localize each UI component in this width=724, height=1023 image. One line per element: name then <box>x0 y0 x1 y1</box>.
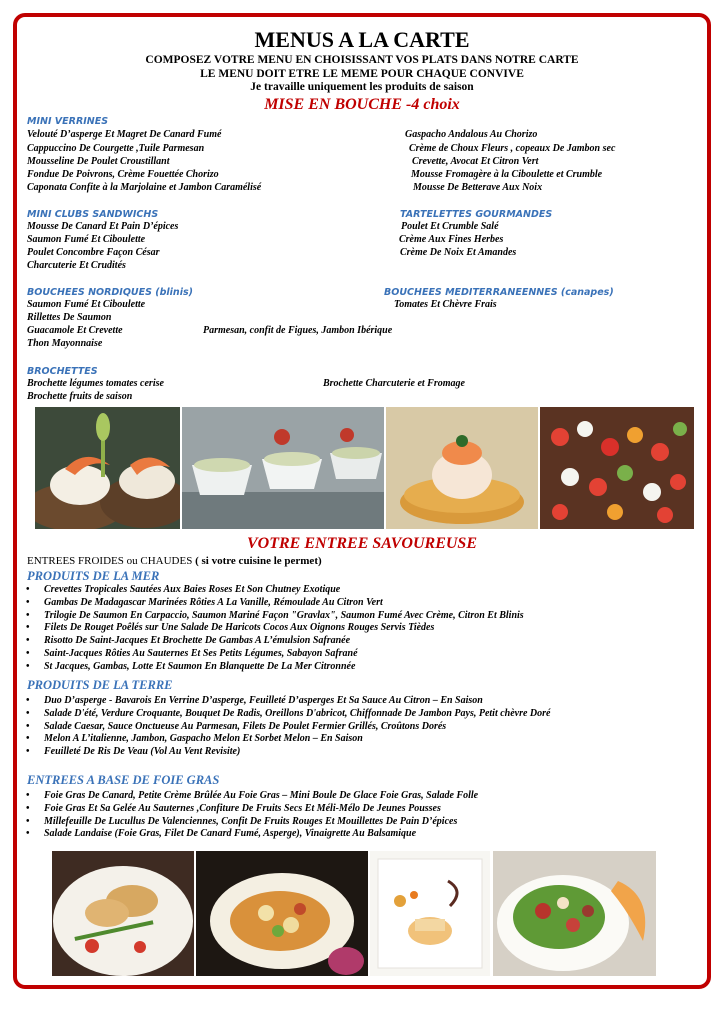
entree-intro <box>27 555 322 567</box>
verrines-title: MINI VERRINES <box>27 116 109 127</box>
clubs-title: MINI CLUBS SANDWICHS <box>27 209 159 220</box>
subtitle-line-1: COMPOSEZ VOTRE MENU EN CHOISISSANT VOS PLATS DANS NOTRE CARTE <box>145 54 579 66</box>
verrine-item: Fondue De Poivrons, Crème Fouettée Chorizo <box>27 169 219 180</box>
list-item: • Foie Gras Et Sa Gelée Au Sauternes ,Confiture De Fruits Secs Et Méli-Mélo De Jeunes Pousses <box>22 803 702 816</box>
foie-list <box>22 790 702 841</box>
entree-intro-main: ENTREES FROIDES ou CHAUDES <box>27 555 193 567</box>
foie-gras-plate-photo <box>370 851 490 976</box>
mise-en-bouche-heading: MISE EN BOUCHE -4 choix <box>264 96 460 113</box>
mer-list <box>22 584 702 674</box>
salmon-blini-photo <box>386 407 538 529</box>
list-item: • Millefeuille De Lucullus De Valenciennes, Confit De Fruits Rouges Et Mouillettes De Pain D’épices <box>22 816 702 829</box>
list-item: • Saint-Jacques Rôties Au Sauternes Et Ses Petits Légumes, Sabayon Safrané <box>22 648 702 661</box>
tartelette-item: Poulet Et Crumble Salé <box>401 221 499 232</box>
terre-title: PRODUITS DE LA TERRE <box>27 678 173 692</box>
nordique-item: Guacamole Et Crevette <box>27 325 123 336</box>
entree-intro-note: ( si votre cuisine le permet) <box>195 555 322 567</box>
tartelettes-title: TARTELETTES GOURMANDES <box>400 209 553 220</box>
entree-heading: VOTRE ENTREE SAVOUREUSE <box>247 535 477 552</box>
landaise-salad-photo <box>493 851 656 976</box>
list-item: • Gambas De Madagascar Marinées Rôties A La Vanille, Rémoulade Au Citron Vert <box>22 597 702 610</box>
verrine-item: Crevette, Avocat Et Citron Vert <box>412 156 539 167</box>
verrine-item: Mousseline De Poulet Croustillant <box>27 156 170 167</box>
mediterraneennes-title: BOUCHEES MEDITERRANEENNES (canapes) <box>384 287 614 298</box>
verrine-item: Gaspacho Andalous Au Chorizo <box>405 129 538 140</box>
nordique-item: Rillettes De Saumon <box>27 312 112 323</box>
list-item: • Salade Landaise (Foie Gras, Filet De Canard Fumé, Asperge), Vinaigrette Au Balsamique <box>22 828 702 841</box>
mediterraneenne-item: Tomates Et Chèvre Frais <box>394 299 497 310</box>
list-item: • Risotto De Saint-Jacques Et Brochette De Gambas A L’émulsion Safranée <box>22 635 702 648</box>
tartelette-item: Crème Aux Fines Herbes <box>399 234 504 245</box>
brochette-item: Brochette légumes tomates cerise <box>27 378 164 389</box>
list-item: • Melon A L’italienne, Jambon, Gaspacho Melon Et Sorbet Melon – En Saison <box>22 733 702 746</box>
list-item: • Feuilleté De Ris De Veau (Vol Au Vent Revisite) <box>22 746 702 759</box>
list-item: • Salade D'été, Verdure Croquante, Bouquet De Radis, Oreillons D'abricot, Chiffonnade De Jambon Pays, Petit chèvre Doré <box>22 708 684 721</box>
club-item: Saumon Fumé Et Ciboulette <box>27 234 146 245</box>
scallops-plate-photo <box>52 851 194 976</box>
nordiques-title: BOUCHEES NORDIQUES (blinis) <box>27 287 193 298</box>
verrine-item: Crème de Choux Fleurs , copeaux De Jambon sec <box>409 143 616 154</box>
list-item: • St Jacques, Gambas, Lotte Et Saumon En Blanquette De La Mer Citronnée <box>22 661 702 674</box>
verrine-item: Mousse De Betterave Aux Noix <box>413 182 543 193</box>
foie-title: ENTREES A BASE DE FOIE GRAS <box>27 773 220 787</box>
verrines-photo <box>182 407 384 529</box>
subtitle-line-3: Je travaille uniquement les produits de saison <box>250 81 474 93</box>
verrine-item: Mousse Fromagère à la Ciboulette et Crumble <box>411 169 603 180</box>
brochettes-title: BROCHETTES <box>27 366 98 377</box>
list-item: • Salade Caesar, Sauce Onctueuse Au Parmesan, Filets De Poulet Fermier Grillés, Croûtons Dorés <box>22 721 702 734</box>
mer-title: PRODUITS DE LA MER <box>27 569 160 583</box>
subtitle-line-2: LE MENU DOIT ETRE LE MEME POUR CHAQUE CONVIVE <box>200 68 524 80</box>
list-item: • Filets De Rouget Poêlés sur Une Salade De Haricots Cocos Aux Oignons Rouges Servis Tièdes <box>22 622 702 635</box>
brochette-item: Brochette Charcuterie et Fromage <box>323 378 465 389</box>
brochette-item: Brochette fruits de saison <box>27 391 133 402</box>
shrimp-canape-photo <box>35 407 180 529</box>
list-item: • Crevettes Tropicales Sautées Aux Baies Roses Et Son Chutney Exotique <box>22 584 702 597</box>
club-item: Mousse De Canard Et Pain D’épices <box>27 221 179 232</box>
brochettes-photo <box>540 407 694 529</box>
nordique-item: Saumon Fumé Et Ciboulette <box>27 299 146 310</box>
nordique-item: Thon Mayonnaise <box>27 338 103 349</box>
list-item: • Trilogie De Saumon En Carpaccio, Saumon Mariné Façon "Gravlax", Saumon Fumé Avec Crème, Citron Et Blinis <box>22 610 702 623</box>
terre-list <box>22 695 702 759</box>
gratin-plate-photo <box>196 851 368 976</box>
list-item: • Duo D’asperge - Bavarois En Verrine D’asperge, Feuilleté D’asperges Et Sa Sauce Au Citron – En Saison <box>22 695 702 708</box>
verrine-item: Velouté D’asperge Et Magret De Canard Fumé <box>27 129 222 140</box>
list-item: • Foie Gras De Canard, Petite Crème Brûlée Au Foie Gras – Mini Boule De Glace Foie Gras, Salade Folle <box>22 790 702 803</box>
club-item: Poulet Concombre Façon César <box>27 247 160 258</box>
page-title: MENUS A LA CARTE <box>254 27 470 52</box>
verrine-item: Caponata Confite à la Marjolaine et Jambon Caramélisé <box>27 182 262 193</box>
verrine-item: Cappuccino De Courgette ,Tuile Parmesan <box>27 143 205 154</box>
mediterraneenne-item: Parmesan, confit de Figues, Jambon Ibérique <box>203 325 393 336</box>
club-item: Charcuterie Et Crudités <box>27 260 126 271</box>
tartelette-item: Crème De Noix Et Amandes <box>400 247 517 258</box>
